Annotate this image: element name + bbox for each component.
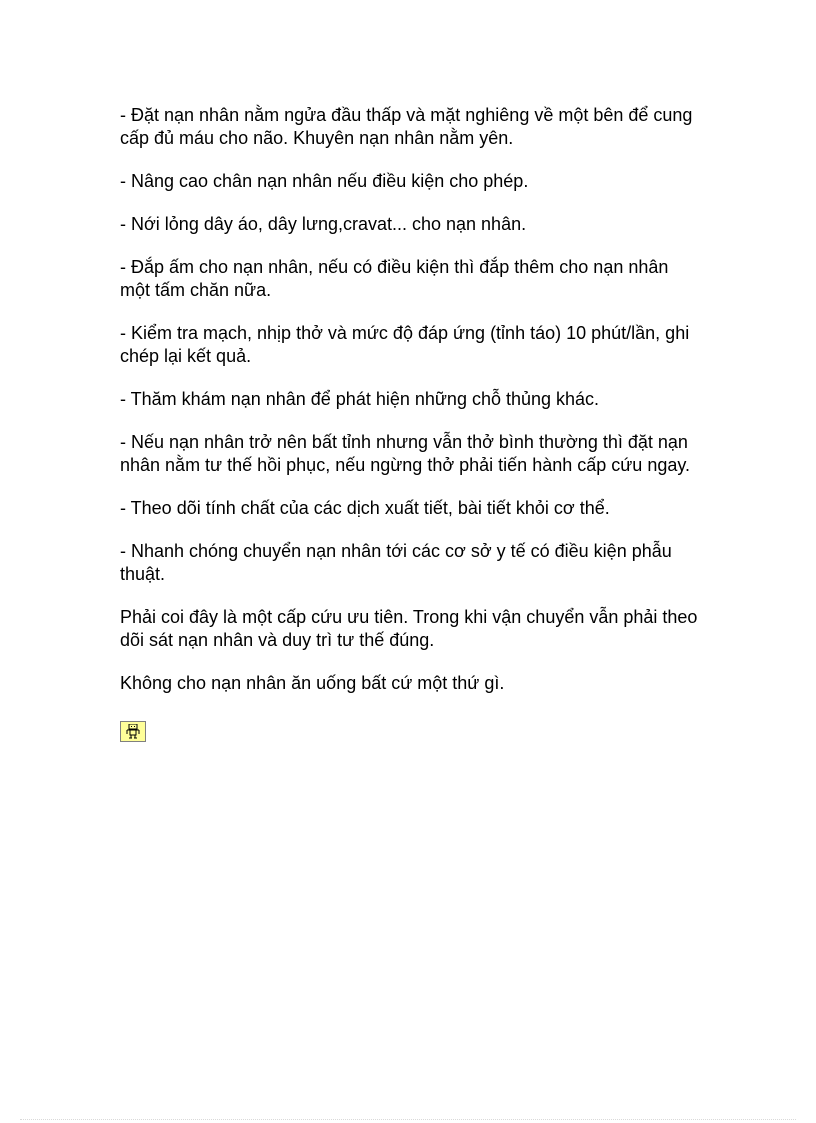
paragraph-10: Phải coi đây là một cấp cứu ưu tiên. Trong khi vận chuyển vẫn phải theo dõi sát nạn nhân và duy trì tư thế đúng. xyxy=(120,607,698,650)
paragraph-5: - Kiểm tra mạch, nhịp thở và mức độ đáp ứng (tỉnh táo) 10 phút/lần, ghi chép lại kết quả. xyxy=(120,323,690,366)
robot-glyph-icon xyxy=(125,724,141,739)
paragraph-7: - Nếu nạn nhân trở nên bất tỉnh nhưng vẫn thở bình thường thì đặt nạn nhân nằm tư thế hồi phục, nếu ngừng thở phải tiến hành cấp cứu ngay. xyxy=(120,432,691,475)
document-body xyxy=(120,104,700,747)
paragraph-8: - Theo dõi tính chất của các dịch xuất tiết, bài tiết khỏi cơ thể. xyxy=(120,498,610,518)
page-bottom-divider xyxy=(20,1119,796,1120)
home-robot-icon[interactable] xyxy=(120,721,146,742)
paragraph-11: Không cho nạn nhân ăn uống bất cứ một thứ gì. xyxy=(120,673,505,693)
paragraph-6: - Thăm khám nạn nhân để phát hiện những chỗ thủng khác. xyxy=(120,389,600,409)
paragraph-1: - Đặt nạn nhân nằm ngửa đầu thấp và mặt nghiêng về một bên để cung cấp đủ máu cho não. Khuyên nạn nhân nằm yên. xyxy=(120,105,693,148)
paragraph-9: - Nhanh chóng chuyển nạn nhân tới các cơ sở y tế có điều kiện phẫu thuật. xyxy=(120,541,672,584)
paragraph-4: - Đắp ấm cho nạn nhân, nếu có điều kiện thì đắp thêm cho nạn nhân một tấm chăn nữa. xyxy=(120,257,669,300)
paragraph-3: - Nới lỏng dây áo, dây lưng,cravat... cho nạn nhân. xyxy=(120,214,527,234)
paragraph-2: - Nâng cao chân nạn nhân nếu điều kiện cho phép. xyxy=(120,171,529,191)
